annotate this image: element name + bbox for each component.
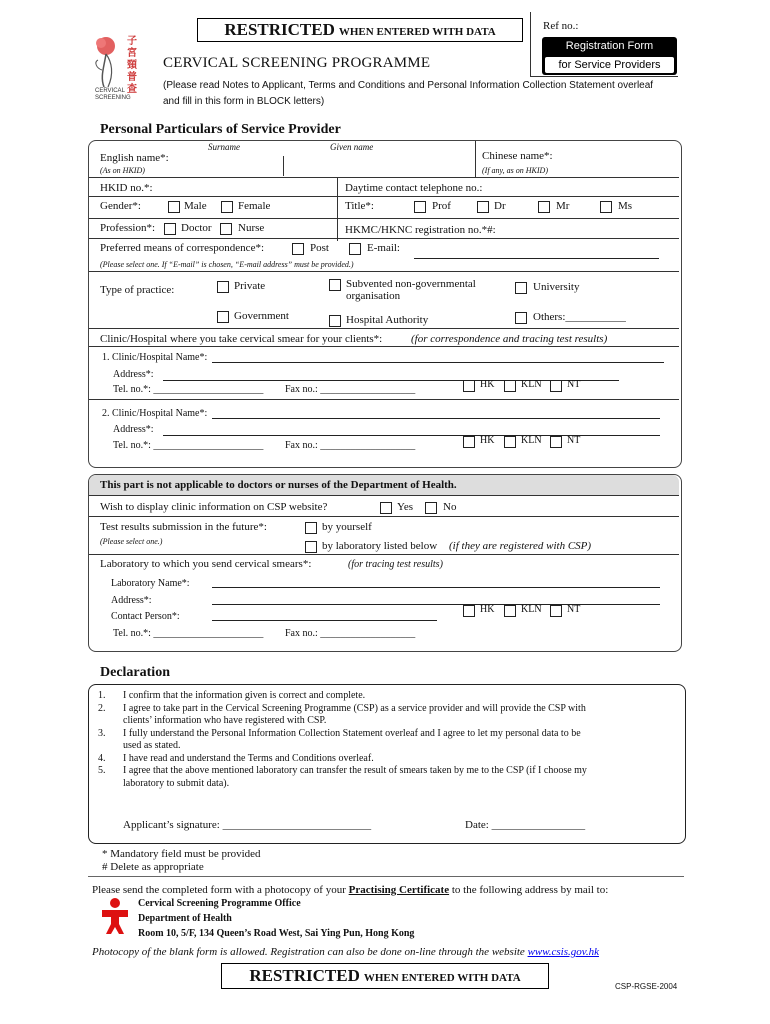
send-intro-end: to the following address by mail to:: [451, 884, 609, 896]
profession-doctor-checkbox[interactable]: [164, 223, 176, 235]
clinic1-name-input[interactable]: [212, 362, 664, 363]
lab-name-label: Laboratory Name*:: [111, 578, 190, 589]
declaration-list: [98, 690, 678, 790]
lab-hk-label: HK: [480, 604, 495, 615]
clinic2-nt-label: NT: [567, 435, 581, 446]
correspondence-post-label: Post: [310, 242, 329, 254]
title-prof-label: Prof: [432, 200, 451, 212]
practice-private-checkbox[interactable]: [217, 281, 229, 293]
clinic1-address-label: Address*:: [113, 369, 154, 380]
form-label-1: Registration Form: [565, 40, 654, 52]
profession-nurse-checkbox[interactable]: [220, 223, 232, 235]
practice-private-label: Private: [234, 280, 266, 292]
clinic1-kln-label: KLN: [521, 379, 542, 390]
declaration-item-4-num: 4.: [98, 752, 106, 764]
clinic1-fax-label: Fax no.: ___________________: [285, 384, 416, 395]
clinic-intro-label: Clinic/Hospital where you take cervical smear for your clients*:: [100, 333, 383, 345]
declaration-item-3-line-1: I fully understand the Personal Information Collection Statement overleaf and I agree to let my personal data to be: [123, 727, 581, 739]
lab-nt-checkbox[interactable]: [550, 605, 562, 617]
logo-text-1: CERVICAL: [95, 88, 125, 94]
logo-chinese: 子宮頸普查: [127, 36, 137, 95]
mailing-address: Room 10, 5/F, 134 Queen’s Road West, Sai Ying Pun, Hong Kong: [138, 928, 415, 939]
practice-government-checkbox[interactable]: [217, 311, 229, 323]
lab-kln-checkbox[interactable]: [504, 605, 516, 617]
restricted-big-text-bottom: RESTRICTED: [249, 966, 360, 985]
clinic2-kln-label: KLN: [521, 435, 542, 446]
signature-field[interactable]: Applicant’s signature: ___________________________: [123, 819, 372, 831]
declaration-item-2-cont: clients’ information who have registered with CSP.: [123, 715, 327, 726]
title-label: Title*:: [345, 200, 374, 212]
clinic2-hk-checkbox[interactable]: [463, 436, 475, 448]
clinic-intro-note: (for correspondence and tracing test results): [411, 333, 608, 345]
declaration-item-5: [98, 765, 678, 778]
practice-others-label: Others:___________: [533, 311, 626, 323]
by-yourself-checkbox[interactable]: [305, 522, 317, 534]
surname-label: Surname: [208, 142, 240, 152]
hkid-label: HKID no.*:: [100, 182, 153, 194]
photocopy-text: Photocopy of the blank form is allowed. Registration can also be done on-line through the website: [92, 946, 525, 958]
website-question: Wish to display clinic information on CSP website?: [100, 501, 328, 513]
please-select-note: (Please select one.): [100, 537, 163, 546]
declaration-item-2-line-1: I agree to take part in the Cervical Screening Programme (CSP) as a service provider and will provide the CSP with: [123, 702, 586, 714]
practice-ngo-label-2: organisation: [346, 290, 401, 302]
declaration-item-4: [98, 753, 678, 766]
gender-male-label: Male: [184, 200, 207, 212]
particulars-heading: Personal Particulars of Service Provider: [100, 122, 341, 137]
given-name-label: Given name: [330, 142, 374, 152]
english-name-label: English name*:: [100, 152, 169, 164]
contact-person-label: Contact Person*:: [111, 611, 180, 622]
practice-ha-label: Hospital Authority: [346, 314, 429, 326]
practice-university-checkbox[interactable]: [515, 282, 527, 294]
clinic2-address-input[interactable]: [163, 435, 660, 436]
restricted-small-text: WHEN ENTERED WITH DATA: [338, 26, 496, 38]
photocopy-note: [92, 946, 599, 958]
title-dr-checkbox[interactable]: [477, 201, 489, 213]
lab-name-input[interactable]: [212, 587, 660, 588]
declaration-item-2: [98, 703, 678, 716]
website-yes-label: Yes: [397, 501, 414, 513]
declaration-item-4-line-1: I have read and understand the Terms and Conditions overleaf.: [123, 752, 374, 764]
clinic1-kln-checkbox[interactable]: [504, 380, 516, 392]
lab-nt-label: NT: [567, 604, 581, 615]
registration-no-label: HKMC/HKNC registration no.*#:: [345, 224, 496, 236]
office-name: Cervical Screening Programme Office: [138, 898, 301, 909]
programme-title: CERVICAL SCREENING PROGRAMME: [163, 55, 431, 71]
correspondence-post-checkbox[interactable]: [292, 243, 304, 255]
declaration-item-1: [98, 690, 678, 703]
correspondence-label: Preferred means of correspondence*:: [100, 242, 265, 254]
by-yourself-label: by yourself: [322, 521, 372, 533]
clinic2-kln-checkbox[interactable]: [504, 436, 516, 448]
lab-send-label: Laboratory to which you send cervical smears*:: [100, 558, 312, 570]
clinic2-address-label: Address*:: [113, 424, 154, 435]
practice-ha-checkbox[interactable]: [329, 315, 341, 327]
website-link[interactable]: www.csis.gov.hk: [527, 946, 599, 958]
restricted-banner-bottom: [221, 963, 549, 989]
send-intro: Please send the completed form with a photocopy of your: [92, 884, 346, 896]
declaration-item-5-num: 5.: [98, 765, 106, 776]
clinic1-nt-checkbox[interactable]: [550, 380, 562, 392]
clinic1-hk-label: HK: [480, 379, 495, 390]
lab-tel-label: Tel. no.*: ______________________: [113, 628, 264, 639]
contact-person-input[interactable]: [212, 620, 437, 621]
declaration-item-1-num: 1.: [98, 690, 106, 701]
title-mr-label: Mr: [556, 200, 570, 212]
declaration-item-5-line-1: I agree that the above mentioned laboratory can transfer the result of smears taken by me to the CSP (if I choose my: [123, 765, 587, 776]
title-mr-checkbox[interactable]: [538, 201, 550, 213]
date-field[interactable]: Date: _________________: [465, 819, 586, 831]
by-lab-note: (if they are registered with CSP): [449, 540, 592, 552]
clinic1-tel-label: Tel. no.*: ______________________: [113, 384, 264, 395]
instruction-line-1: (Please read Notes to Applicant, Terms and Conditions and Personal Information Collection Statement overleaf: [163, 80, 654, 91]
clinic2-name-label: 2. Clinic/Hospital Name*:: [102, 408, 208, 419]
form-label-2: for Service Providers: [545, 57, 674, 73]
declaration-item-3-cont: used as stated.: [123, 740, 181, 751]
correspondence-email-checkbox[interactable]: [349, 243, 361, 255]
by-lab-checkbox[interactable]: [305, 541, 317, 553]
clinic1-name-label: 1. Clinic/Hospital Name*:: [102, 352, 208, 363]
select-one-note: (Please select one. If “E-mail” is chosen, “E-mail address” must be provided.): [100, 260, 354, 269]
send-instruction: [92, 884, 608, 896]
practice-ngo-checkbox[interactable]: [329, 279, 341, 291]
clinic2-fax-label: Fax no.: ___________________: [285, 440, 416, 451]
logo-text-2: SCREENING: [95, 95, 131, 101]
phone-label: Daytime contact telephone no.:: [345, 182, 483, 194]
profession-nurse-label: Nurse: [238, 222, 265, 234]
gender-female-label: Female: [238, 200, 271, 212]
declaration-item-3-num: 3.: [98, 727, 106, 739]
lab-kln-label: KLN: [521, 604, 542, 615]
ref-no-label: Ref no.:: [543, 20, 579, 32]
as-on-hkid: (As on HKID): [100, 166, 145, 175]
website-no-checkbox[interactable]: [425, 502, 437, 514]
gender-label: Gender*:: [100, 200, 141, 212]
clinic1-nt-label: NT: [567, 379, 581, 390]
form-code: CSP-RGSE-2004: [615, 982, 678, 991]
title-dr-label: Dr: [494, 200, 506, 212]
restricted-banner-top: [197, 18, 523, 42]
delete-note: # Delete as appropriate: [102, 861, 204, 873]
gender-male-checkbox[interactable]: [168, 201, 180, 213]
profession-label: Profession*:: [100, 222, 155, 234]
chinese-name-label: Chinese name*:: [482, 150, 553, 162]
declaration-heading: Declaration: [100, 665, 170, 680]
clinic2-tel-label: Tel. no.*: ______________________: [113, 440, 264, 451]
website-yes-checkbox[interactable]: [380, 502, 392, 514]
declaration-item-2-num: 2.: [98, 702, 106, 714]
by-lab-label: by laboratory listed below: [322, 540, 438, 552]
instruction-line-2: and fill in this form in BLOCK letters): [163, 96, 325, 107]
lab-heading: This part is not applicable to doctors or nurses of the Department of Health.: [100, 479, 457, 491]
declaration-item-3: [98, 728, 678, 741]
practice-university-label: University: [533, 281, 580, 293]
clinic2-hk-label: HK: [480, 435, 495, 446]
if-any-note: (If any, as on HKID): [482, 166, 548, 175]
title-ms-checkbox[interactable]: [600, 201, 612, 213]
title-prof-checkbox[interactable]: [414, 201, 426, 213]
lab-fax-label: Fax no.: ___________________: [285, 628, 416, 639]
lab-address-input[interactable]: [212, 604, 660, 605]
restricted-small-text-bottom: WHEN ENTERED WITH DATA: [363, 972, 521, 984]
department-of-health-logo-icon: [99, 897, 131, 935]
test-results-label: Test results submission in the future*:: [100, 521, 267, 533]
declaration-item-1-line-1: I confirm that the information given is correct and complete.: [123, 690, 366, 701]
practice-government-label: Government: [234, 310, 289, 322]
profession-doctor-label: Doctor: [181, 222, 212, 234]
mandatory-note: * Mandatory field must be provided: [102, 848, 261, 860]
title-ms-label: Ms: [618, 200, 633, 212]
lab-address-label: Address*:: [111, 595, 152, 606]
email-input-line[interactable]: [414, 258, 659, 259]
practice-others-checkbox[interactable]: [515, 312, 527, 324]
gender-female-checkbox[interactable]: [221, 201, 233, 213]
department-name: Department of Health: [138, 913, 232, 924]
restricted-big-text: RESTRICTED: [224, 20, 335, 39]
clinic2-nt-checkbox[interactable]: [550, 436, 562, 448]
website-no-label: No: [443, 501, 457, 513]
lab-hk-checkbox[interactable]: [463, 605, 475, 617]
correspondence-email-label: E-mail:: [367, 242, 400, 254]
practice-label: Type of practice:: [100, 284, 175, 296]
clinic1-hk-checkbox[interactable]: [463, 380, 475, 392]
practice-ngo-label-1: Subvented non-governmental: [346, 278, 476, 290]
clinic2-name-input[interactable]: [212, 418, 660, 419]
practising-certificate: Practising Certificate: [348, 884, 450, 896]
declaration-item-5-cont: laboratory to submit data).: [123, 777, 230, 789]
lab-send-note: (for tracing test results): [348, 559, 443, 570]
